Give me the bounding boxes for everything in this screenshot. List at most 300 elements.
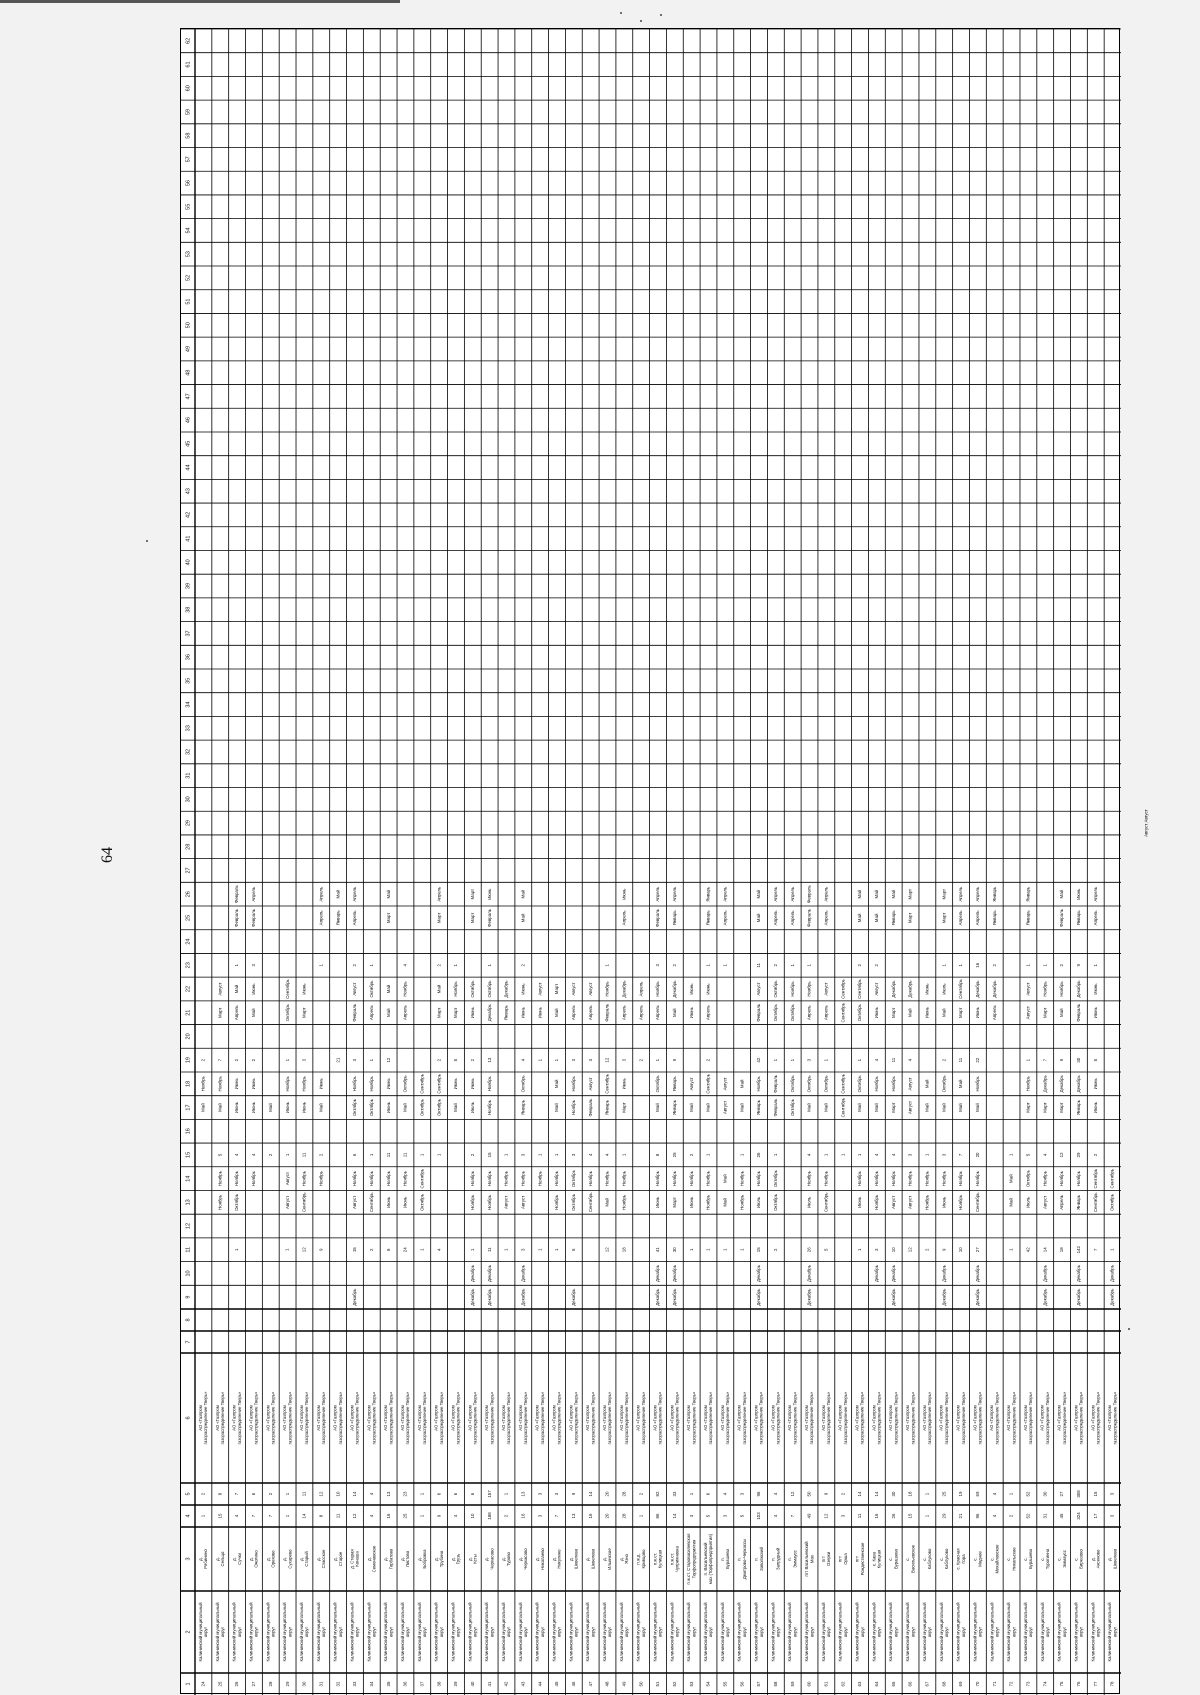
table-cell: Август [587, 1077, 593, 1091]
table-cell: 14 [352, 1491, 358, 1497]
table-cell: 1 [924, 1153, 930, 1157]
table-cell: 6 [251, 1492, 257, 1496]
table-cell: Февраль [587, 1098, 593, 1117]
place-cell: д. [618, 1557, 624, 1561]
table-cell: Март [217, 1007, 223, 1018]
org-cell: АО «Газпром [551, 1405, 557, 1431]
org-cell: газораспределение Тверь» [624, 1391, 630, 1445]
table-cell: Ноябрь [217, 1171, 223, 1187]
table-cell: Май [874, 913, 880, 923]
place-cell: пгт Васильевский [804, 1541, 810, 1577]
table-cell: Март [554, 983, 560, 995]
row-number: 76 [1076, 1681, 1082, 1687]
table-cell: Август [907, 1195, 913, 1209]
table-cell: 3 [520, 1153, 526, 1157]
district-cell: Калининский муниципальный [753, 1602, 759, 1662]
place-cell: Рябинино [203, 1549, 209, 1569]
table-cell: Ноябрь [318, 1171, 324, 1187]
table-cell: Ноябрь [486, 1099, 492, 1116]
place-cell: д. [248, 1557, 254, 1561]
org-cell: газораспределение Тверь» [422, 1391, 428, 1445]
org-cell: АО «Газпром [1107, 1405, 1113, 1431]
table-cell: 1 [284, 1492, 290, 1496]
place-cell: Кривцово [640, 1549, 646, 1569]
table-cell: Ноябрь [621, 1171, 627, 1187]
table-cell: 1 [368, 1058, 374, 1062]
district-cell: округ [472, 1626, 478, 1638]
table-cell: 5 [705, 1514, 711, 1518]
table-cell: Декабрь [890, 980, 896, 998]
org-cell: газораспределение Тверь» [994, 1391, 1000, 1445]
table-cell: Ноябрь [503, 1171, 509, 1187]
column-number: 30 [185, 796, 192, 803]
table-cell: 1 [705, 1248, 711, 1251]
table-cell: 1 [857, 1058, 863, 1062]
row-number: 47 [587, 1681, 593, 1687]
table-cell: Ноябрь [301, 1076, 307, 1092]
table-cell: Апрель [638, 1005, 644, 1021]
table-cell: 9 [570, 1492, 576, 1496]
table-cell: Август [874, 982, 880, 996]
table-cell: Ноябрь [554, 1171, 560, 1187]
table-cell: Июнь [924, 983, 930, 995]
place-cell: д. [501, 1557, 507, 1561]
table-cell: 15 [486, 1152, 492, 1158]
district-cell: Калининский муниципальный [231, 1602, 237, 1662]
table-cell: Январь [1076, 1194, 1082, 1210]
district-cell: Калининский муниципальный [265, 1602, 271, 1662]
table-cell: 2 [773, 1248, 779, 1251]
table-cell: Ноябрь [874, 1076, 880, 1092]
place-cell: Бобровка [422, 1549, 428, 1569]
column-number: 34 [185, 701, 192, 708]
place-cell: Листово [405, 1550, 411, 1568]
table-cell: 7 [554, 1514, 560, 1518]
column-number: 43 [185, 488, 192, 495]
scan-edge-mark [0, 0, 400, 3]
table-cell: Март [890, 1007, 896, 1018]
table-cell: Ноябрь [1076, 1171, 1082, 1187]
district-cell: округ [876, 1626, 882, 1638]
org-cell: газораспределение Тверь» [455, 1391, 461, 1445]
column-number: 31 [185, 772, 192, 779]
table-cell: 1 [537, 1248, 543, 1251]
district-cell: Калининский муниципальный [399, 1602, 405, 1662]
place-cell: д. [534, 1557, 540, 1561]
table-cell: Декабрь [890, 1264, 896, 1283]
table-cell: Апрель [368, 1005, 374, 1021]
district-cell: Калининский муниципальный [820, 1602, 826, 1662]
place-cell: с. [905, 1557, 911, 1561]
table-cell: 5 [823, 1248, 829, 1251]
table-cell: 96 [975, 1513, 981, 1519]
table-cell: 1 [419, 1153, 425, 1157]
table-cell: 2 [251, 1058, 257, 1062]
org-cell: АО «Газпром [366, 1405, 372, 1431]
table-cell: Декабрь [570, 1288, 576, 1306]
table-cell: 1 [284, 1248, 290, 1251]
org-cell: АО «Газпром [500, 1405, 506, 1431]
district-cell: округ [741, 1626, 747, 1638]
table-cell: Июнь [453, 1078, 459, 1090]
table-cell: 9 [318, 1248, 324, 1251]
table-cell: Ноябрь [739, 1171, 745, 1187]
table-cell: Май [200, 1103, 206, 1112]
table-cell: Ноябрь [385, 1171, 391, 1187]
district-cell: Калининский муниципальный [366, 1602, 372, 1662]
district-cell: Калининский муниципальный [905, 1602, 911, 1662]
table-cell: 18 [621, 1247, 627, 1253]
district-cell: округ [1044, 1626, 1050, 1638]
table-cell: 1 [368, 964, 374, 967]
column-number: 14 [185, 1175, 192, 1182]
table-cell: Октябрь [857, 1075, 863, 1093]
table-cell: Апрель [655, 1005, 661, 1021]
table-cell: Октябрь [941, 1075, 947, 1093]
org-cell: газораспределение Тверь» [219, 1391, 225, 1445]
table-cell: Январь [991, 910, 997, 926]
table-cell: Декабрь [655, 1264, 661, 1283]
row-number: 71 [991, 1681, 997, 1687]
column-number: 59 [185, 108, 192, 116]
table-cell: Май [554, 1079, 560, 1089]
table-cell: Апрель [991, 1005, 997, 1021]
district-cell: округ [270, 1626, 276, 1638]
table-cell: 3 [1109, 1514, 1115, 1518]
table-cell: Май [1059, 889, 1065, 899]
district-cell: Калининский муниципальный [787, 1602, 793, 1662]
org-cell: газораспределение Тверь» [573, 1391, 579, 1445]
table-cell: Сентябрь [840, 979, 846, 999]
table-cell: 13 [570, 1513, 576, 1519]
table-cell: 4 [520, 1058, 526, 1062]
org-cell: газораспределение Тверь» [842, 1391, 848, 1445]
table-cell: Ноябрь [789, 981, 795, 997]
table-cell: 1 [604, 964, 610, 967]
table-cell: Июнь [486, 888, 492, 900]
place-cell: Эммаусс [1061, 1550, 1067, 1568]
table-cell: Октябрь [469, 980, 475, 998]
table-cell: 9 [823, 1492, 829, 1496]
table-cell: Октябрь [773, 1004, 779, 1022]
table-cell: Июнь [301, 983, 307, 995]
table-cell: 16 [975, 962, 981, 968]
table-cell: 1 [284, 1153, 290, 1157]
table-cell: Январь [1076, 910, 1082, 926]
table-cell: Октябрь [436, 1099, 442, 1117]
district-cell: округ [910, 1626, 916, 1638]
table-cell: Ноябрь [217, 1194, 223, 1210]
place-cell: с. [938, 1557, 944, 1561]
table-cell: 1 [1092, 964, 1098, 967]
table-cell: 1 [739, 1153, 745, 1157]
table-cell: Март [301, 1007, 307, 1018]
row-number: 32 [335, 1681, 341, 1687]
table-cell: Декабрь [621, 980, 627, 998]
table-cell: Май [402, 1103, 408, 1112]
place-cell: Никулино [556, 1549, 562, 1569]
table-cell: Август [722, 1100, 728, 1115]
table-cell: 50 [806, 1491, 812, 1497]
table-cell: Май [941, 1008, 947, 1018]
place-cell: с. [1022, 1557, 1028, 1561]
table-cell: Апрель [789, 886, 795, 902]
table-cell: 22 [975, 1057, 981, 1063]
table-cell: Февраль [352, 1003, 358, 1022]
place-cell: д. [399, 1557, 405, 1561]
table-cell: 41 [655, 1247, 661, 1253]
table-cell: Январь [671, 1076, 677, 1092]
table-cell: 8 [655, 1153, 661, 1157]
column-number: 37 [185, 630, 192, 637]
org-cell: газораспределение Тверь» [253, 1391, 259, 1445]
page-number: 64 [99, 847, 116, 863]
column-number: 4 [185, 1514, 192, 1518]
org-cell: газораспределение Тверь» [203, 1391, 209, 1445]
table-cell: Апрель [402, 1005, 408, 1021]
table-cell: Декабрь [756, 1264, 762, 1283]
table-cell: Ноябрь [200, 1076, 206, 1092]
row-number: 27 [251, 1681, 257, 1687]
org-cell: АО «Газпром [871, 1405, 877, 1431]
table-cell: 16 [874, 1513, 880, 1519]
table-cell: Февраль [234, 908, 240, 927]
district-cell: округ [1112, 1626, 1118, 1638]
place-cell: п. [770, 1557, 776, 1561]
table-cell: Июль [941, 983, 947, 995]
row-number: 75 [1059, 1681, 1065, 1687]
table-cell: Май [385, 889, 391, 899]
table-cell: Июль [806, 1196, 812, 1208]
table-cell: Ноябрь [671, 1171, 677, 1187]
district-cell: округ [1011, 1626, 1017, 1638]
table-cell: Ноябрь [739, 1194, 745, 1210]
table-cell: 15 [1092, 1491, 1098, 1497]
table-cell: Апрель [705, 1005, 711, 1021]
org-cell: АО «Газпром [248, 1405, 254, 1431]
table-cell: 1 [958, 964, 964, 967]
place-cell: мох (Торфопредприятия) [708, 1533, 714, 1585]
table-cell: Ноябрь [874, 1171, 880, 1187]
district-cell: Калининский муниципальный [1039, 1602, 1045, 1662]
place-cell: Орехово [270, 1550, 276, 1568]
table-cell: 3 [941, 1153, 947, 1157]
org-cell: газораспределение Тверь» [472, 1391, 478, 1445]
table-cell: Май [806, 1103, 812, 1112]
district-cell: округ [809, 1626, 815, 1638]
table-cell: 3 [587, 1058, 593, 1062]
table-cell: Декабрь [1042, 1075, 1048, 1093]
table-cell: Март [469, 888, 475, 900]
org-cell: АО «Газпром [568, 1405, 574, 1431]
table-cell: 18 [1059, 1247, 1065, 1253]
table-cell: 9 [1059, 1058, 1065, 1062]
table-cell: Октябрь [368, 1099, 374, 1117]
table-cell: Декабрь [352, 1288, 358, 1306]
column-number: 16 [185, 1128, 192, 1135]
table-cell: 1 [419, 1492, 425, 1496]
place-cell: Чуприяновка [674, 1546, 680, 1572]
table-cell: 9 [436, 1514, 442, 1518]
table-cell: Апрель [570, 1005, 576, 1021]
table-cell: Октябрь [655, 1075, 661, 1093]
column-number: 20 [185, 1033, 192, 1040]
place-cell: Озерки [826, 1551, 832, 1567]
district-cell: Калининский муниципальный [467, 1602, 473, 1662]
row-number: 58 [773, 1681, 779, 1687]
table-cell: Ноябрь [1042, 1171, 1048, 1187]
column-number: 54 [185, 227, 192, 234]
table-cell: 15 [907, 1513, 913, 1519]
table-cell: 3 [874, 1248, 880, 1251]
table-cell: 4 [722, 1492, 728, 1496]
table-cell: Ноябрь [975, 1171, 981, 1187]
row-number: 72 [1008, 1681, 1014, 1687]
table-cell: Апрель [975, 886, 981, 902]
table-cell: 9 [941, 1248, 947, 1251]
table-cell: Апрель [318, 910, 324, 926]
table-cell: 5 [739, 1514, 745, 1518]
table-cell: Ноябрь [251, 1171, 257, 1187]
place-cell: д. [517, 1557, 523, 1561]
table-cell: 24 [402, 1247, 408, 1253]
table-cell: 5 [453, 1058, 459, 1062]
scan-speck [620, 12, 622, 14]
table-cell: Февраль [251, 908, 257, 927]
table-cell: 4 [907, 1058, 913, 1062]
column-number: 18 [185, 1080, 192, 1087]
district-cell: округ [826, 1626, 832, 1638]
table-cell: Февраль [1076, 1003, 1082, 1022]
table-cell: 9 [671, 1058, 677, 1062]
place-cell: Никольское [1011, 1547, 1017, 1571]
table-cell: Ноябрь [958, 1194, 964, 1210]
table-cell: 3 [655, 964, 661, 967]
table-cell: Апрель [958, 886, 964, 902]
table-cell: Октябрь [419, 1193, 425, 1211]
district-cell: округ [1028, 1626, 1034, 1638]
table-cell: Август [1025, 1006, 1031, 1020]
org-cell: газораспределение Тверь» [405, 1391, 411, 1445]
table-cell: 10 [469, 1513, 475, 1519]
place-cell: д. [282, 1557, 288, 1561]
table-cell: 52 [1025, 1513, 1031, 1519]
place-cell: Турогинно [1044, 1548, 1050, 1570]
table-cell: 45 [1059, 1513, 1065, 1519]
scan-speck [660, 14, 662, 16]
table-cell: Май [890, 889, 896, 899]
table-cell: 14 [874, 1491, 880, 1497]
table-cell: 10 [890, 1247, 896, 1253]
column-number: 13 [185, 1199, 192, 1206]
table-cell: 6 [705, 1492, 711, 1496]
table-cell: 7 [234, 1492, 240, 1496]
row-number: 24 [200, 1681, 206, 1687]
table-cell: 15 [352, 1247, 358, 1253]
table-cell: 188 [486, 1512, 492, 1520]
table-cell: Сентябрь [419, 1168, 425, 1189]
district-cell: Калининский муниципальный [1056, 1602, 1062, 1662]
table-cell: Ноябрь [570, 1099, 576, 1116]
place-cell: д. [484, 1557, 490, 1561]
table-cell: 3 [570, 1153, 576, 1157]
org-cell: газораспределение Тверь» [708, 1391, 714, 1445]
table-cell: Июнь [318, 1078, 324, 1090]
table-cell: Май [975, 1103, 981, 1112]
table-cell: Август [284, 1195, 290, 1209]
org-cell: газораспределение Тверь» [657, 1391, 663, 1445]
table-cell: 21 [335, 1057, 341, 1063]
table-cell: Март [453, 1007, 459, 1018]
column-number: 5 [185, 1492, 192, 1496]
table-cell: Сентябрь [284, 979, 290, 999]
table-cell: 1 [857, 1248, 863, 1251]
district-cell: Калининский муниципальный [282, 1602, 288, 1662]
table-cell: Февраль [756, 1003, 762, 1022]
place-cell: Ильинское [607, 1548, 613, 1570]
table-cell: Ноябрь [806, 981, 812, 997]
table-cell: Октябрь [806, 1075, 812, 1093]
table-cell: Март [671, 1197, 677, 1208]
district-cell: округ [489, 1626, 495, 1638]
table-cell: 14 [1042, 1247, 1048, 1253]
column-number: 36 [185, 654, 192, 661]
table-cell: Октябрь [402, 1075, 408, 1093]
table-cell: Ноябрь [368, 1076, 374, 1092]
table-cell: Июнь [234, 1101, 240, 1114]
org-cell: АО «Газпром [265, 1405, 271, 1431]
table-cell: Октябрь [789, 1004, 795, 1022]
table-cell: 4 [1042, 1153, 1048, 1157]
table-cell: Апрель [352, 886, 358, 902]
table-cell: Ноябрь [874, 1194, 880, 1210]
table-cell: 1 [537, 1153, 543, 1157]
table-cell: Декабрь [806, 1288, 812, 1306]
table-cell: Июнь [655, 1196, 661, 1208]
place-cell: Турово [506, 1552, 512, 1566]
district-cell: Калининский муниципальный [248, 1602, 254, 1662]
table-cell: Май [1008, 1174, 1014, 1183]
table-cell: Июнь [874, 1007, 880, 1019]
table-cell: 4 [453, 1514, 459, 1518]
table-cell: Октябрь [789, 1075, 795, 1093]
table-cell: Декабрь [1076, 1288, 1082, 1306]
table-cell: Июнь [301, 1101, 307, 1114]
table-cell: 1 [840, 1153, 846, 1157]
table-cell: 3 [570, 1058, 576, 1062]
row-number: 68 [941, 1681, 947, 1687]
table-cell: 27 [1059, 1491, 1065, 1497]
org-cell: газораспределение Тверь» [640, 1391, 646, 1445]
district-cell: Калининский муниципальный [517, 1602, 523, 1662]
row-number: 66 [907, 1681, 913, 1687]
table-cell: 1 [1025, 964, 1031, 967]
column-number: 8 [185, 1318, 192, 1322]
place-cell: Бурашево [893, 1548, 899, 1570]
column-number: 51 [185, 298, 192, 305]
org-cell: АО «Газпром [652, 1405, 658, 1431]
table-cell: Декабрь [991, 980, 997, 998]
org-cell: газораспределение Тверь» [1011, 1391, 1017, 1445]
column-number: 11 [185, 1246, 192, 1253]
table-cell: 26 [806, 1247, 812, 1253]
row-number: 62 [840, 1681, 846, 1687]
table-cell: 1 [368, 1153, 374, 1157]
table-cell: 12 [301, 1247, 307, 1253]
district-cell: округ [775, 1626, 781, 1638]
column-number: 56 [185, 180, 192, 187]
column-number: 38 [185, 606, 192, 613]
